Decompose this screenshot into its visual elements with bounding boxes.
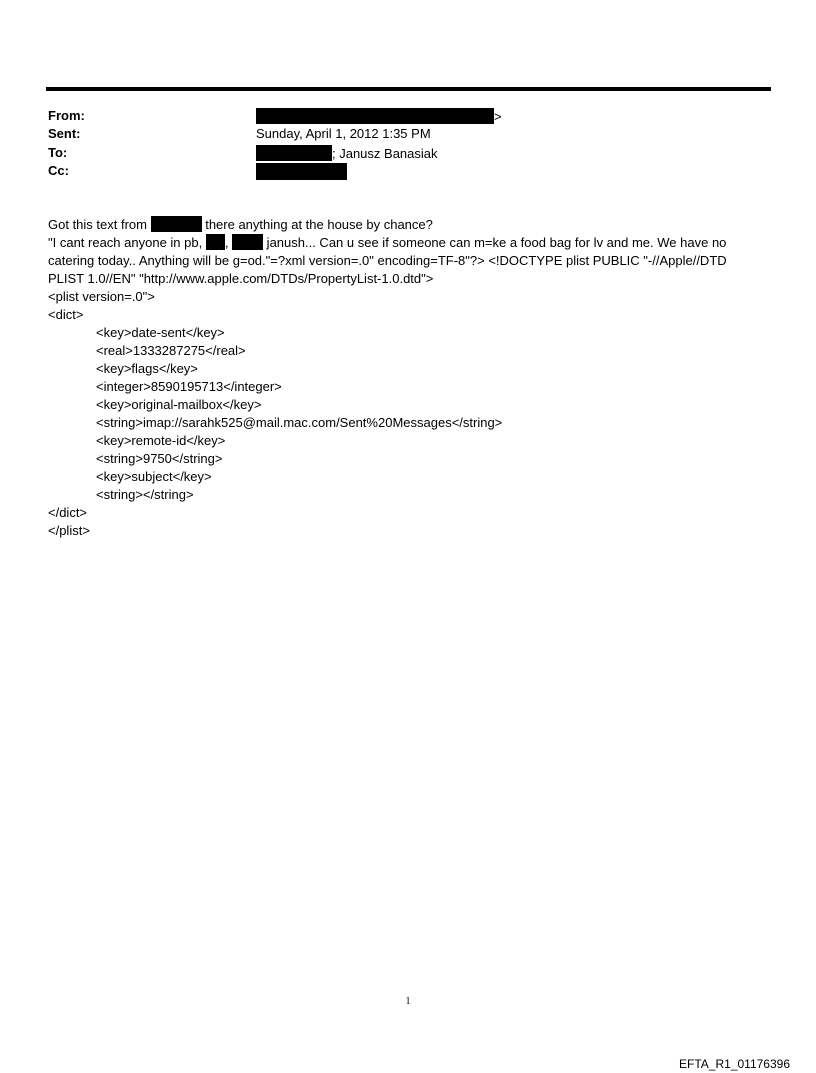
body-text-segment: "I cant reach anyone in pb, — [48, 235, 206, 250]
redaction-block — [256, 145, 332, 161]
body-line: <real>1333287275</real> — [96, 343, 246, 358]
body-text-segment: Got this text from — [48, 217, 151, 232]
to-label: To: — [48, 145, 68, 160]
body-line: <key>original-mailbox</key> — [96, 397, 262, 412]
redaction-block — [232, 234, 263, 250]
redaction-block — [151, 216, 202, 232]
body-text-segment: there anything at the house by chance? — [201, 217, 433, 232]
body-line: <integer>8590195713</integer> — [96, 379, 282, 394]
to-suffix: ; Janusz Banasiak — [332, 146, 438, 161]
body-line: </dict> — [48, 505, 88, 520]
body-line: <string>imap://sarahk525@mail.mac.com/Sent%20Messages</string> — [96, 415, 503, 430]
cc-label: Cc: — [48, 163, 69, 178]
body-line: <key>flags</key> — [96, 361, 198, 376]
body-line: <dict> — [48, 307, 84, 322]
redaction-block — [256, 163, 347, 180]
body-line: <string></string> — [96, 487, 194, 502]
body-line: </plist> — [48, 523, 90, 538]
email-body — [48, 216, 768, 540]
sent-value: Sunday, April 1, 2012 1:35 PM — [256, 126, 431, 141]
body-line: <key>remote-id</key> — [96, 433, 226, 448]
body-line: <string>9750</string> — [96, 451, 223, 466]
page-number: 1 — [405, 996, 411, 1007]
header-rule — [46, 87, 771, 91]
body-line: catering today.. Anything will be g=od."=?xml version=.0" encoding=TF-8"?> <!DOCTYPE plist PUBLIC "-//Apple//DTD — [48, 253, 727, 268]
from-label: From: — [48, 108, 85, 123]
sent-label: Sent: — [48, 126, 81, 141]
body-line: <key>subject</key> — [96, 469, 212, 484]
from-value — [256, 108, 502, 125]
body-text-segment: janush... Can u see if someone can m=ke a food bag for lv and me. We have no — [263, 235, 727, 250]
body-line — [48, 234, 768, 252]
from-suffix: > — [494, 109, 502, 124]
redaction-block — [256, 108, 494, 124]
body-line: <key>date-sent</key> — [96, 325, 225, 340]
body-line: PLIST 1.0//EN" "http://www.apple.com/DTDs/PropertyList-1.0.dtd"> — [48, 271, 434, 286]
to-value — [256, 145, 438, 162]
redaction-block — [206, 234, 225, 250]
body-line — [48, 216, 768, 234]
body-line: <plist version=.0"> — [48, 289, 155, 304]
body-text-segment: , — [224, 235, 233, 250]
document-id: EFTA_R1_01176396 — [679, 1057, 790, 1071]
cc-value — [256, 163, 347, 181]
